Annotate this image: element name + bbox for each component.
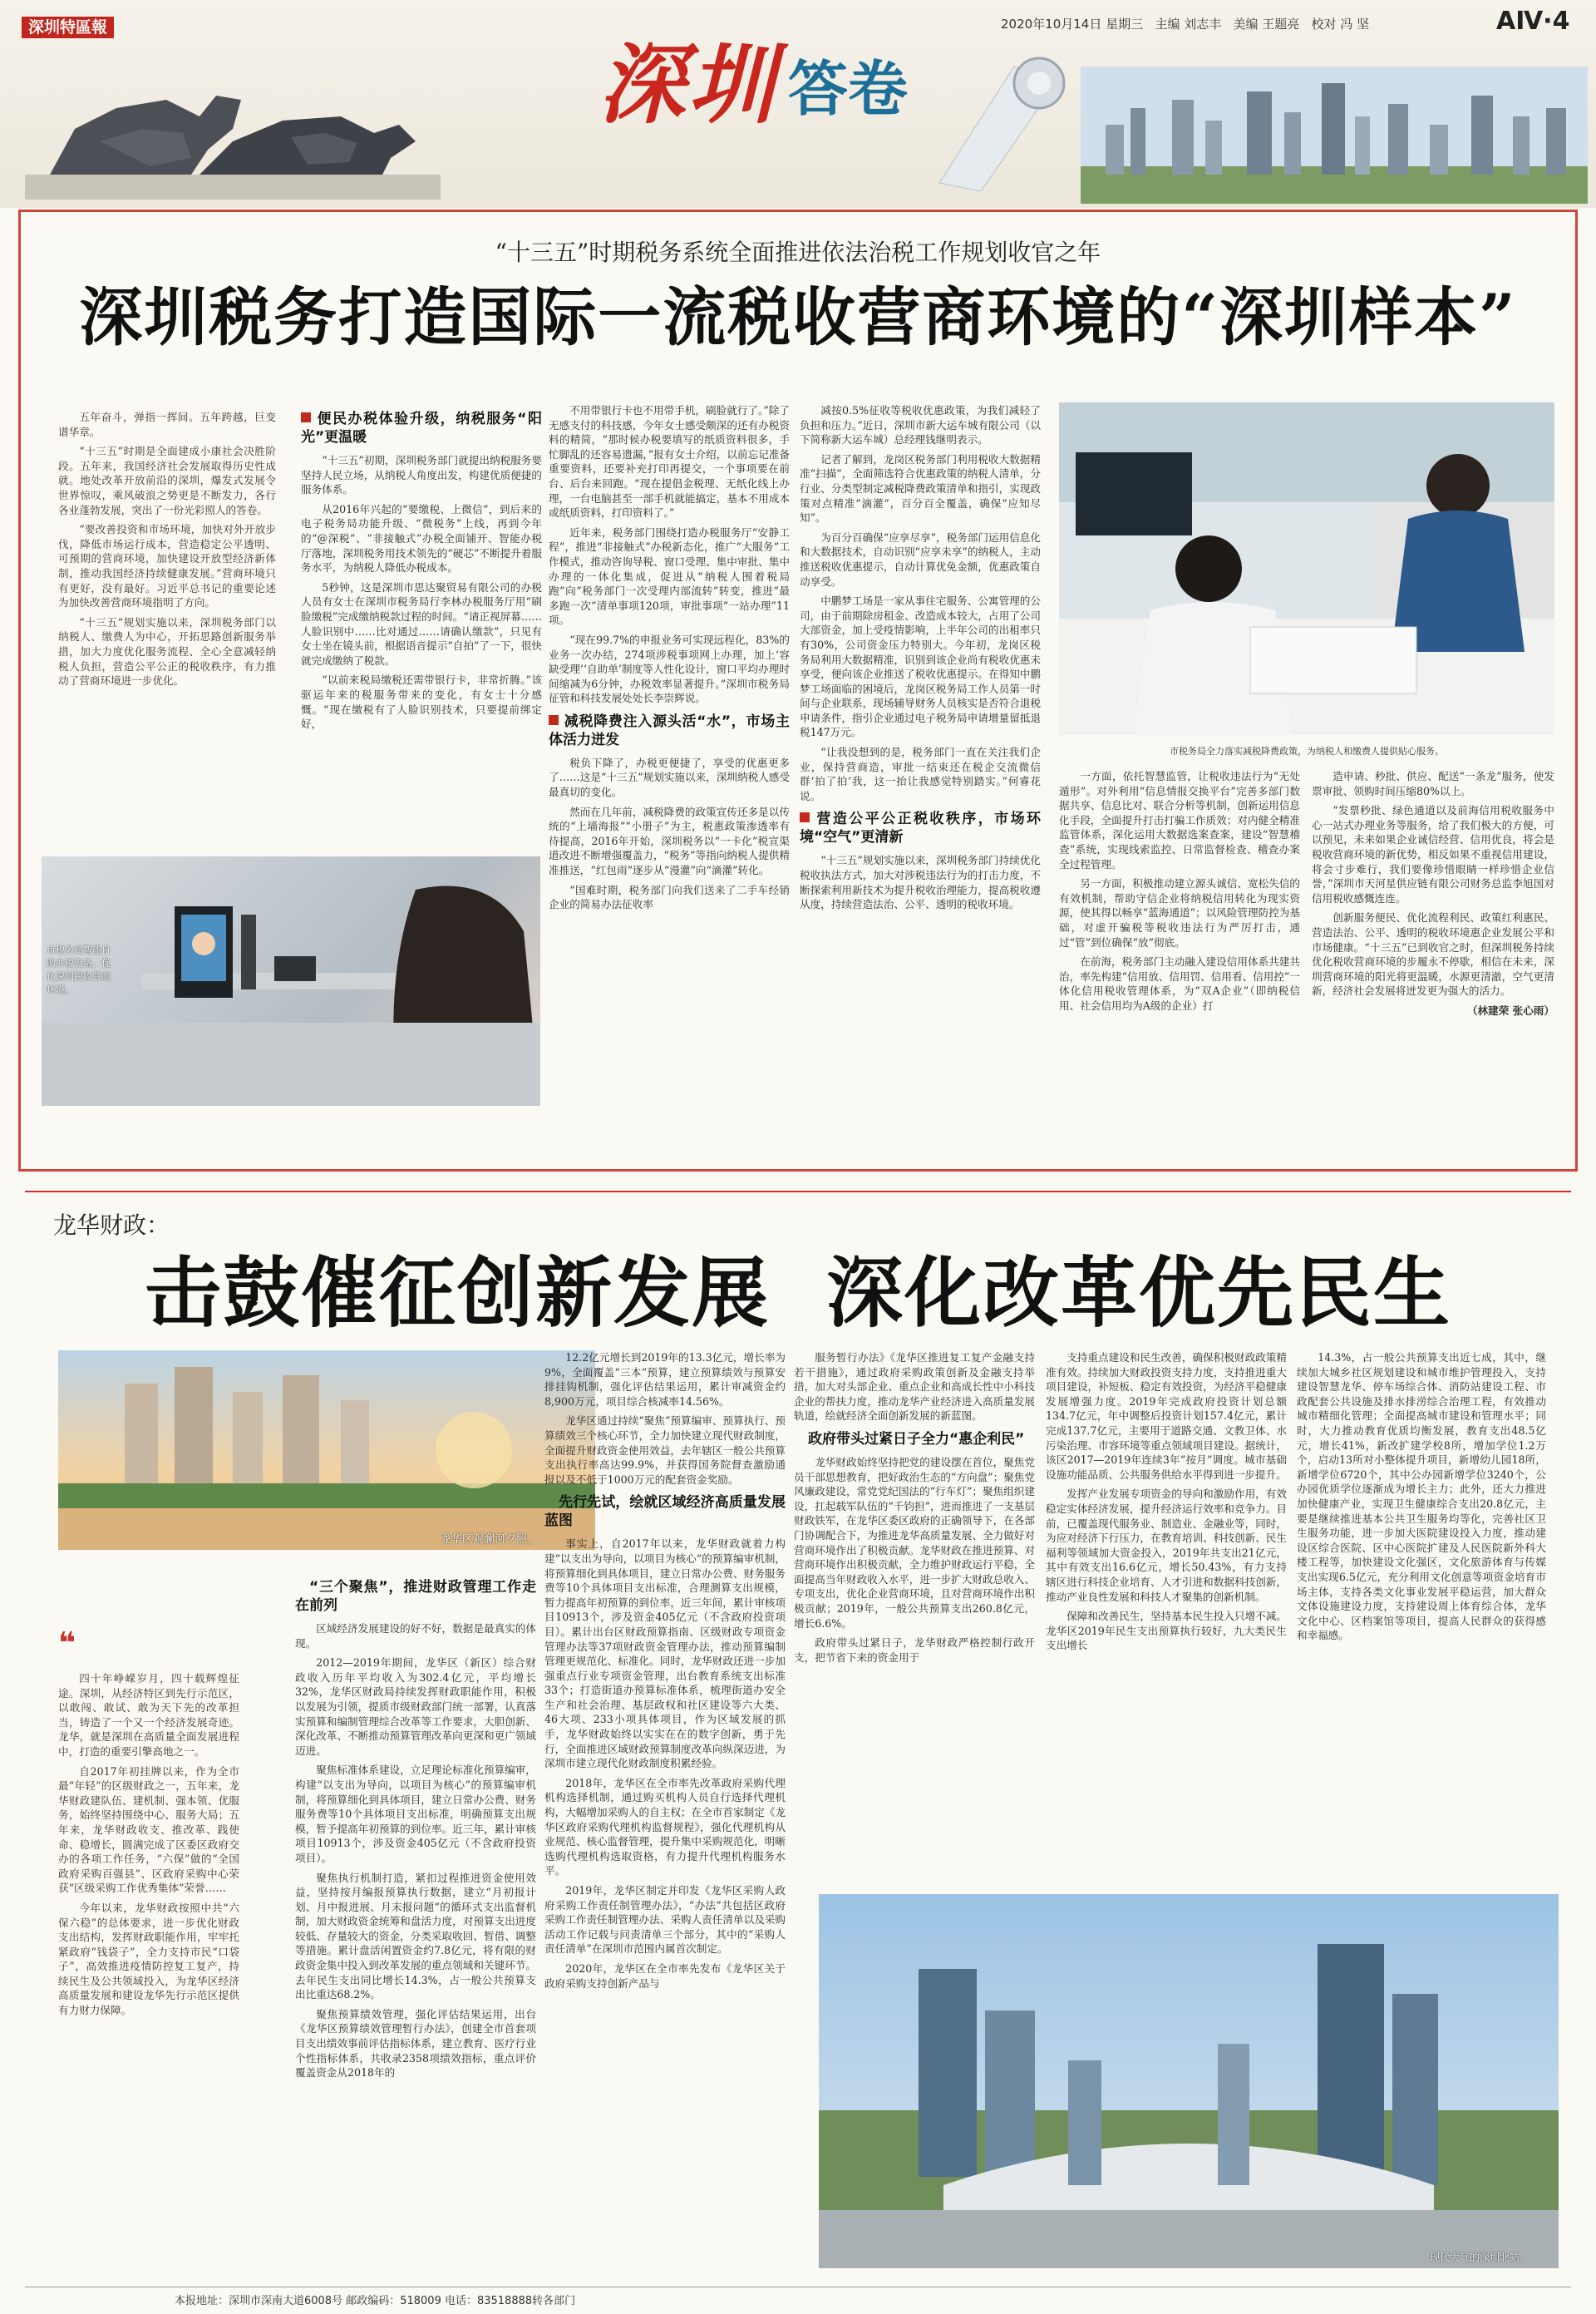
self-service-terminal-photo [42,856,540,1106]
article2-leftcol: 四十年峥嵘岁月，四十载辉煌征途。深圳，从经济特区到先行示范区，以敢闯、敢试、敢为天下先的改革担当，铸造了一个又一个经济发展奇迹。龙华，就是深圳在高质量全面发展进程中，打造的重要引擎高地之一。 自2017年初挂牌以来，作为全市最“年轻”的区级财政之一，五年来，龙华财政建队伍、建机制、强本领、优服务，始终坚持围绕中心、服务大局；五年来，龙华财政收支、推改革、践使命、稳增长，圆满完成了区委区政府交办的各项工作任务，“六保”做的“全国政府采购百强县”、区政府采购中心荣获“区级采购工作优秀集体”荣誉…… 今年以来，龙华财政按照中共“六保六稳”的总体要求，进一步优化财政支出结构，发挥财政职能作用，牢牢托紧政府“钱袋子”，全力支持市民“口袋子”，高效推进疫情防控复工复产，持续民生及公共领域投入，为龙华区经济高质量发展和建设龙华先行示范区提供有力财力保障。 [58,1672,239,2017]
square-bullet-icon [800,812,810,822]
article2-kicker: 龙华财政： [53,1211,170,1239]
city-skyline-image [1081,67,1588,204]
tax-hall-service-photo [1059,402,1554,735]
photo-top-caption: 龙华区观澜河夕照。 [441,1533,539,1546]
masthead [0,0,1596,208]
article2-col3: 12.2亿元增长到2019年的13.3亿元，增长率为9%，全面覆盖“三本”预算，建立预算绩效与预算安排挂钩机制，强化评估结果运用，累计审减资金约8,900万元，项目综合核减率14.56%。 龙华区通过持续“聚焦”预算编审、预算执行、预算绩效三个核心环节，全力加快建立现代财政制度，全面提升财政资金使用效益，去年辖区一般公共预算支出执行率高达99.9%，并获得国务院督查激励通报以及不低于1000万元的配套资金奖励。 先行先试，绘就区域经济高质量发展蓝图 事实上，自2017年以来，龙华财政就着力构建“以支出为导向，以项目为核心”的预算编审机制，将预算细化到具体项目，建立日常办公费、财务服务费等10个具体项目支出标准，合理测算支出规模，暂力提高年初预算的到位率，近三年间，累计审核项目10913个，涉及资金405亿元（不含政府投资项目）。累计出台区财政预算指南、区级财政专项资金管理办法等37项财政资金管理办法，推动预算编制管理更规范化、标准化。同时，龙华财政还进一步加强重点行业专项资金管理，出台教育系统支出标准33个；打造街道办预算标准体系，梳理街道办安全生产和社会治理、基层政权和社区建设等六大类、46大项、233小项具体项目，作为区域发展的抓手，龙华财政始终以实实在在的数字创新，勇于先行，全面推进区域财政预算制度改革向纵深迈进，为深圳市建立现代化财政制度积累经验。 2018年，龙华区在全市率先改革政府采购代理机构选择机制，通过购买机构人员自行选择代理机构，大幅增加采购人的自主权；在全市首家制定《龙华区政府采购代理机构监督规程》，强化代理机构从业规范、核心监督管理，提升集中采购规范化，明晰选购代理机构选取资格，有力提升代理机构服务水平。 2019年，龙华区制定并印发《龙华区采购人政府采购工作责任制管理办法》，“办法”共包括区政府采购工作责任制管理办法、采购人责任清单以及采购活动工作记载与问责清单三个部分，其中的“采购人责任清单”在深圳市范围内属首次制定。 2020年，龙华区在全市率先发布《龙华区关于政府采购支持创新产品与 [544,1351,786,1990]
article1-col5: 一方面，依托智慧监管，让税收违法行为“无处遁形”。对外利用“信息情报交换平台”完善多部门数据共享、信息比对、联合分析等机制，创新运用信息化手段，全面提升打击打骗工作质效；对内健全精准监管体系，深化运用大数据选案查案，建设“智慧稽查”系统，实现线索监控、日常监督检查、稽查办案全过程管理。 另一方面，积极推动建立源头诚信、宽松失信的有效机制，帮助守信企业将纳税信用转化为现实资源，使其得以畅享“蓝海通道”；以风险管理防控为基础，对虚开骗税等税收违法行为严厉打击，通过“管”到位确保“放”彻底。 在前海，税务部门主动融入建设信用体系共建共治，率先构建“信用放、信用罚、信用看、信用控”一体化信用税收管理体系，为“双A企业”（即纳税信用、社会信用均为A级的企业）打 [1059,770,1300,1012]
article1-col6: 造申请、秒批、供应、配送“一条龙”服务，使发票审批、领购时间压缩80%以上。 “发票秒批、绿色通道以及前海信用税收服务中心一站式办理业务等服务，给了我们极大的方便，可以预见，未来如果企业诚信经营、信用优良，将会是税收营商环境的新优势，相反如果不重视信用建设，将会寸步难行，我们要像珍惜眼睛一样珍惜企业信誉，”深圳市天河星供应链有限公司财务总监李旭国对信用税收感慨连连。 创新服务便民、优化流程利民、政策红利惠民、营造法治、公平、透明的税收环境惠企业发展公平和市场健康。“十三五”已到收官之时，但深圳税务持续优化税收营商环境的步履永不停歇，相信在未来，深圳营商环境的阳光将更温暖，水源更清澈，空气更清新，经济社会发展将迸发更为强大的活力。 （林建荣 张心雨） [1312,770,1554,1017]
guanlan-river-sunset-photo [58,1350,595,1550]
article1-col3: 不用带银行卡也不用带手机，刷脸就行了。”除了无感支付的科技感，今年女士感受颇深的还有办税资料的精简，“那时候办税要填写的纸质资料很多，手忙脚乱的还容易遗漏，”报有女士介绍，以前忘记准备重要资料，还要补充打印再提交，一个事项要在前台、后台来回跑。“现在提倡金税理、无纸化线上办理，一台电脑甚至一部手机就能搞定，基本不用成本或纸质资料，打印资料了。” 近年来，税务部门围绕打造办税服务厅“安静工程”，推进“非接触式”办税新态化，推广“大服务”工作模式，推动咨询导税、窗口受理、集中审批、集中办理的一体化集成，促进从“纳税人围着税局跑”向“税务部门一次受理内部流转”转变，推进“最多跑一次”清单事项120项，审批事项“一站办理”11项。 “现在99.7%的申报业务可实现远程化，83%的业务一次办结，274项涉税事项网上办理，加上‘容缺受理’‘自助单’制度等人性化设计，窗口平均办理时间缩减为6分钟，办税效率显著提升。”深圳市税务局征管和科技发展处处长李崇辉说。 减税降费注入源头活“水”，市场主体活力迸发 税负下降了，办税更便捷了，享受的优惠更多了……这是“十三五”规划实施以来，深圳纳税人感受最真切的变化。 然而在几年前，减税降费的政策宣传还多是以传统的“上墙海报”“小册子”为主，税惠政策渗透率有待提高，2016年开始，深圳税务以“一卡化”税宣渠道改进不断增强覆盖力，“税务”等指向纳税人提供精准推送，“红包雨”逐步从“漫灌”向“滴灌”转化。 “国难时期，税务部门向我们送来了二手车经销企业的简易办法征收率 [549,404,790,911]
banner-shenzhen: 深圳 [598,33,779,136]
photo-right-caption: 市税务局全力落实减税降费政策，为纳税人和缴费人提供贴心服务。 [1170,746,1444,757]
article2-col5: 支持重点建设和民生改善，确保积极财政政策精准有效。持续加大财政投资支持力度，支持推进重大项目建设，补短板、稳定有效投资，为经济平稳健康发展增强力度。2019年完成政府投资计划总额134.7亿元，年中调整后投资计划157.4亿元，累计完成137.7亿元，主要用于道路交通、文教卫体、水污染治理、市容环境等重点领域项目建设。据统计，该区2017—2019年连续3年“按月”调度。城市基础设施功能品质、公共服务供给水平得到进一步提升。 发挥产业发展专项资金的导向和激励作用，有效稳定实体经济发展，提升经济运行效率和竞争力。目前，已覆盖现代服务业、制造业、金融业等，同时，为应对经济下行压力，在教育培训、科技创新、民生福利等领域加大资金投入，2019年共支出21亿元，其中有效支出16.6亿元，增长50.43%，有力支持辖区进行科技企业培育、人才引进和数据科技创新，推动产业良性发展和科技人才聚集的创新机制。 保障和改善民生，坚持基本民生投入只增不减。龙华区2019年民生支出预算执行较好，九大类民生支出增长 [1046,1351,1287,1652]
article1-col2: 便民办税体验升级，纳税服务“阳光”更温暖 “十三五”初期，深圳税务部门就提出纳税服务要坚持人民立场，从纳税人角度出发，构建优质便捷的服务体系。 从2016年兴起的“要缴税、上微信”，到后来的电子税务局功能升级、“微税务”上线，再到今年的“@深税”、“非接触式”办税全面铺开、智能办税厅落地，深圳税务用技术领先的“硬芯”不断提升着服务水平，为纳税人降低办税成本。 5秒钟，这是深圳市思达聚贸易有限公司的办税人员有女士在深圳市税务局行李林办税服务厅用“刷脸缴税”完成缴纳税款过程的时间。“请正视屏幕……人脸识别中……比对通过……请确认缴款”，只见有女士坐在镜头前，根据语音提示“自拍”了一下，很快就完成缴纳了税款。 “以前来税局缴税还需带银行卡，非常折腾。”该驱运年来的税服务带来的变化，有女士十分感慨。“现在缴税有了人脸识别技术，只要提前绑定好， [301,411,542,731]
photo-left-caption: 市税务局智能自助办税设备，优化深圳税收营商环境。 [47,945,111,995]
article1-intro: 五年奋斗，弹指一挥间。五年跨越，巨变谱华章。 “十三五”时期是全面建成小康社会决胜阶段。五年来，我国经济社会发展取得历史性成就。地处改革开放前沿的深圳，爆发式发展令世界惊叹，乘风破浪之势更是不断发力，各行各业蓬勃发展，突出了一份光彩照人的答卷。 “要改善投资和市场环境，加快对外开放步伐，降低市场运行成本，营造稳定公平透明、可预期的营商环境，加快建设开放型经济新体制，推动我国经济持续健康发展。”营商环境只有更好，没有最好。习近平总书记的重要论述为加快改善营商环境指明了方向。 “十三五”规划实施以来，深圳税务部门以纳税人、缴费人为中心，开拓思路创新服务举措，加大力度优化服务流程、全心全意减轻纳税人负担，营造公平公正的税收秩序，有力推动了营商环境进一步优化。 [58,411,276,688]
article1-kicker: “十三五”时期税务系统全面推进依法治税工作规划收官之年 [495,239,1101,266]
bull-sculpture-image [25,50,441,200]
square-bullet-icon [549,715,559,725]
square-bullet-icon [301,412,311,422]
footer-address: 本报地址：深圳市深南大道6008号 邮政编码：518009 电话：83518888转各部门 [175,2295,576,2307]
shenzhen-north-station-photo [819,1894,1559,2268]
article1-col4: 减按0.5%征收等税收优惠政策，为我们减轻了负担和压力。”近日，深圳市新大运车城有限公司（以下简称新大运车城）总经理钱继明表示。 记者了解到，龙岗区税务部门利用税收大数据精准“扫描”，全面筛选符合优惠政策的纳税人清单，分行业、分类型制定减税降费政策清单和指引，实现政策对点精准“滴灌”，百分百全覆盖，确保“应知尽知”。 为百分百确保“应享尽享”，税务部门运用信息化和大数据技术，自动识别“应享未享”的纳税人，主动推送税收优惠提示，自动计算优免金额，优惠政策自动享受。 中鹏梦工场是一家从事住宅服务、公寓管理的公司，由于前期除房租金、改造成本较大，占用了公司大部资金，加上受疫情影响，上半年公司的出租率只有30%，公司资金压力特别大。今年初，龙岗区税务局利用大数据精准，识别到该企业尚有税收优惠未享受，便向该企业推送了税收优惠提示。在得知中鹏梦工场面临的困境后，龙岗区税务局工作人员第一时间与企业联系，现场辅导财务人员核实是否符合退税申请条件，指引企业通过电子税务局申请增量留抵退税147万元。 “让我没想到的是，税务部门一直在关注我们企业，保持营商造，审批一结束还在税企交流微信群‘拍了拍’我，这一抬让我感觉特别踏实。”何睿花说。 营造公平公正税收秩序，市场环境“空气”更清新 “十三五”规划实施以来，深圳税务部门持续优化税收执法方式，加大对涉税违法行为的打击力度，不断探索利用新技术为提升税收治理能力，提高税收遵从度，持续营造法治、公平、透明的税收环境。 [800,404,1041,911]
article1-title: 深圳税务打造国际一流税收营商环境的“深圳样本” [79,280,1517,354]
subheading-three-focus: “三个聚焦”，推进财政管理工作走在前列 [295,1579,536,1614]
article2-col6: 14.3%，占一般公共预算支出近七成，其中，继续加大城乡社区规划建设和城市维护管理投入，支持建设智慧龙华、停车场综合体、消防站建设工程、市政配套公共设施及排水排涝综合治理工程，有效推动城市精细化管理；全面提高城市建设和管理水平；同时，大力推动教育优质均衡发展，教育支出48.5亿元，增长41%，新改扩建学校8所，增加学位1.2万个，启动13所对小整体提升项目，新增幼儿园18所，新增学位6720个，其中公办园新增学位3240个，公办园优质学位逐渐成为增长主力；此外，还大力推进加快健康产业，实现卫生健康综合支出20.8亿元，主要是继续推进基本公共卫生服务均等化，完善社区卫生服务功能，进一步加大医院建设投入力度，推动建设区综合医院、区中心医院扩建及人民医院新外科大楼工程等，加快建设文化强区，文化旅游体育与传媒支出实现6.5亿元，充分利用文化创意等项资金培育市场主体，支持各类文化事业发展平稳运营，加大群众文体设施建设力度，支持建设周上体育综合体，龙华文化中心、区档案馆等项目，提高人民群众的获得感和幸福感。 [1297,1351,1546,1642]
subheading-pilot-first: 先行先试，绘就区域经济高质量发展蓝图 [544,1494,786,1530]
page-number: AⅣ·4 [1496,7,1570,36]
photo-bottom-caption: 现代大气的深圳北站。 [1430,2252,1530,2263]
banner-answer-sheet: 答卷 [788,53,909,124]
date-line: 2020年10月14日 星期三 主编 刘志丰 美编 王题亮 校对 冯 坚 [1001,17,1370,32]
article2-top-rule [25,1191,1571,1192]
subheading-tight-budget: 政府带头过紧日子全力“惠企利民” [808,1430,1025,1448]
subheading-fair-order: 营造公平公正税收秩序，市场环境“空气”更清新 [800,811,1041,846]
paper-roll-graphic [931,50,1072,191]
article2-title: 击鼓催征创新发展 深化改革优先民生 [144,1248,1452,1338]
article2-col2: “三个聚焦”，推进财政管理工作走在前列 区域经济发展建设的好不好，数据是最真实的体现。 2012—2019年期间，龙华区（新区）综合财政收入历年平均收入为302.4亿元，平均增长32%，龙华区财政局持续发挥财政职能作用，积极以发展为引领，提质市级财政部门统一部署，认真落实预算和编制管理综合改革等工作要求，大胆创新、深化改革、不断推动预算管理改革向更深和更广领域迈进。 聚焦标准体系建设，立足理论标准化预算编审，构建“以支出为导向，以项目为核心”的预算编审机制，将预算细化到具体项目，建立日常办公费、财务服务费等10个具体项目支出标准，明确预算支出规模，暂予提高年初预算的到位率。近三年，累计审核项目10913个，涉及资金405亿元（不含政府投资项目）。 聚焦执行机制打造，紧扣过程推进资金使用效益，坚持按月编报预算执行数据，建立“月初报计划、月中报进展、月末报问题”的循环式支出监督机制，加大财政资金统筹和盘活力度，对预算支出进度较低、存量较大的资金，分类采取收回、暂借、调整等措施。累计盘活闲置资金约7.8亿元，将有限的财政资金集中投入到改革发展的重点领域和关键环节。去年民生支出同比增长14.3%，占一般公共预算支出比重达68.2%。 聚焦预算绩效管理，强化评估结果运用，出台《龙华区预算绩效管理暂行办法》，创建全市首套项目支出绩效事前评估指标体系，建立教育、医疗行业个性指标体系，共收录2358项绩效指标，重点评价覆盖资金从2018年的 [295,1579,536,2080]
article2-col4: 服务暂行办法》《龙华区推进复工复产金融支持若干措施》，通过政府采购政策创新及金融支持举措，加大对头部企业、重点企业和高成长性中小科技企业的帮扶力度，推动龙华产业经济进入高质量发展轨道，绘就经济全面创新发展的新蓝图。 政府带头过紧日子全力“惠企利民” 龙华财政始终坚持把党的建设摆在首位，聚焦党员干部思想教育，把好政治生态的“方向盘”；聚焦党风廉政建设，常党党纪国法的“行车灯”；聚焦组织建设，扛起载军队伍的“千钧担”，进而推进了一支基层财政铁军，在龙华区委区政府的正确领导下，在各部门协调配合下，为推进龙华高质量发展、全力做好对营商环境作出了积极贡献。龙华财政在推进预算、对营商环境作出积极贡献，全力维护财政运行平稳，全面提高当年财政收入水平，进一步扩大财政总收入、专项支出，优化企业营商环境，且对营商环境作出积极贡献；2019年，一般公共预算支出260.8亿元，增长6.6%。 政府带头过紧日子，龙华财政严格控制行政开支，把节省下来的资金用于 [794,1351,1035,1664]
quote-ornament-icon: ❝ [58,1626,76,1660]
subheading-convenient-service: 便民办税体验升级，纳税服务“阳光”更温暖 [301,411,542,446]
subheading-tax-cut: 减税降费注入源头活“水”，市场主体活力迸发 [549,713,790,748]
newspaper-logo: 深圳特區報 [22,17,114,38]
article1-byline: （林建荣 张心雨） [1466,1004,1554,1017]
